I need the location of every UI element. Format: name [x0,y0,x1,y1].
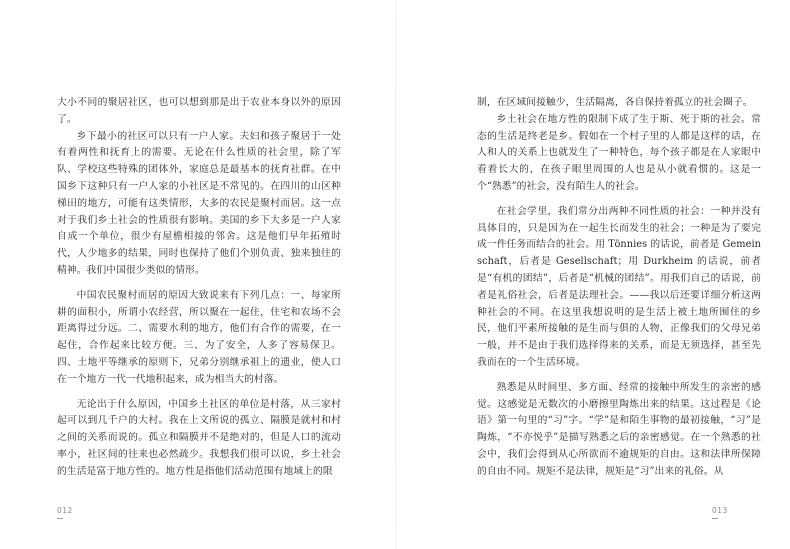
paragraph: 中国农民聚村而居的原因大致说来有下列几点：一、每家所耕的面积小，所谓小农经营，所以聚在一起住，住宅和农场不会距离得过分远。二、需要水利的地方，他们有合作的需要，在一起住，合作起来比较方便。三、为了安全，人多了容易保卫。四、土地平等继承的原则下，兄弟分别继承祖上的遗业，使人口在一个地方一代一代地积起来，成为相当大的村落。 [57,289,341,385]
page-number-rule [712,518,718,519]
paragraph: 大小不同的聚居社区，也可以想到那是出于农业本身以外的原因了。 [57,97,341,125]
paragraph: 制，在区域间接触少，生活隔离，各自保持着孤立的社会圈子。 [477,97,753,108]
left-page-body [57,95,341,481]
page-number-rule [57,518,63,519]
book-spine [395,0,396,549]
page-number-text: 012 [57,506,73,515]
paragraph: 无论出于什么原因，中国乡土社区的单位是村落，从三家村起可以到几千户的大村。我在上文所说的孤立、隔膜是就村和村之间的关系而说的。孤立和隔膜并不是绝对的，但是人口的流动率小，社区间的往来也必然疏少。我想我们很可以说，乡土社会的生活是富于地方性的。地方性是指他们活动范围有地域上的限 [57,398,341,477]
page-number-text: 013 [712,506,728,515]
paragraph: 乡土社会在地方性的限制下成了生于斯、死于斯的社会。常态的生活是终老是乡。假如在一个村子里的人都是这样的话，在人和人的关系上也就发生了一种特色，每个孩子都是在人家眼中看着长大的，在孩子眼里周围的人也是从小就看惯的。这是一个“熟悉”的社会，没有陌生人的社会。 [477,113,761,192]
right-page-number [712,506,728,519]
left-page-number [57,506,73,519]
paragraph: 熟悉是从时间里、多方面、经常的接触中所发生的亲密的感觉。这感觉是无数次的小磨擦里陶炼出来的结果。这过程是《论语》第一句里的“习”字。“学”是和陌生事物的最初接触，“习”是陶炼，“不亦悦乎”是描写熟悉之后的亲密感觉。在一个熟悉的社会中，我们会得到从心所欲而不逾规矩的自由。这和法律所保障的自由不同。规矩不是法律，规矩是“习”出来的礼俗。从 [477,381,761,477]
paragraph: 在社会学里，我们常分出两种不同性质的社会：一种并没有具体目的，只是因为在一起生长而发生的社会；一种是为了要完成一件任务而结合的社会。用 Tönnies 的话说，前者是 Gemeinschaft，后者是 Gesellschaft；用 Durkheim 的话说，前者是“有机的团结”，后者是“机械的团结”。用我们自己的话说，前者是礼俗社会，后者是法理社会。——我以后还要详细分析这两种社会的不同。在这里我想说明的是生活上被土地所囿住的乡民，他们平素所接触的是生而与俱的人物，正像我们的父母兄弟一般，并不是由于我们选择得来的关系，而是无须选择，甚至先我而在的一个生活环境。 [477,205,761,368]
paragraph: 乡下最小的社区可以只有一户人家。夫妇和孩子聚居于一处有着两性和抚育上的需要。无论在什么性质的社会里，除了军队、学校这些特殊的团体外，家庭总是最基本的抚育社群。在中国乡下这种只有一户人家的小社区是不常见的。在四川的山区种梯田的地方，可能有这类情形，大多的农民是聚村而居。这一点对于我们乡土社会的性质很有影响。美国的乡下大多是一户人家自成一个单位，很少有屋檐相接的邻舍。这是他们早年拓殖时代，人少地多的结果，同时也保持了他们个别负责、独来独往的精神。我们中国很少类似的情形。 [57,130,341,276]
right-page-body [477,95,761,481]
